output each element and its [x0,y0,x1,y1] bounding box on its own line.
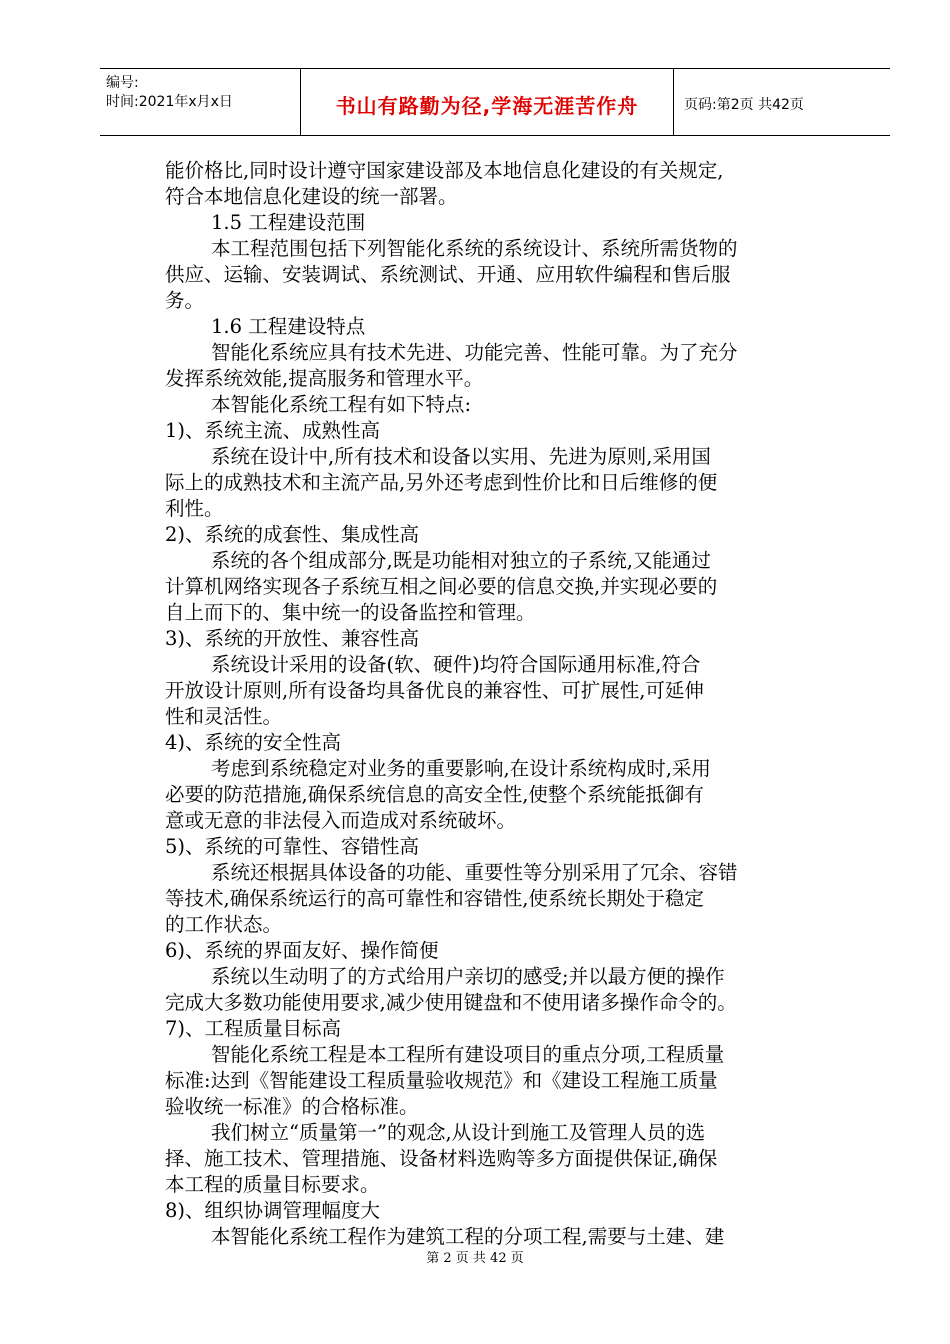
body-line: 完成大多数功能使用要求,减少使用键盘和不使用诸多操作命令的。 [165,991,737,1014]
body-line: 1)、系统主流、成熟性高 [165,419,381,442]
page-header [100,68,890,136]
page-footer: 第 2 页 共 42 页 [426,1251,524,1266]
body-line: 等技术,确保系统运行的高可靠性和容错性,使系统长期处于稳定 [165,887,704,910]
body-line: 系统还根据具体设备的功能、重要性等分别采用了冗余、容错 [211,861,738,884]
body-line: 发挥系统效能,提高服务和管理水平。 [165,367,484,390]
body-line: 2)、系统的成套性、集成性高 [165,523,420,546]
body-line: 符合本地信息化建设的统一部署。 [165,185,458,208]
doc-time-label: 时间:2021年x月x日 [106,94,233,110]
body-line: 考虑到系统稳定对业务的重要影响,在设计系统构成时,采用 [211,757,711,780]
body-line: 必要的防范措施,确保系统信息的高安全性,使整个系统能抵御有 [165,783,704,806]
body-line: 利性。 [165,497,224,520]
body-line: 自上而下的、集中统一的设备监控和管理。 [165,601,536,624]
body-line: 际上的成熟技术和主流产品,另外还考虑到性价比和日后维修的便 [165,471,718,494]
body-line: 系统以生动明了的方式给用户亲切的感受;并以最方便的操作 [211,965,725,988]
body-line: 务。 [165,289,205,312]
body-line: 系统在设计中,所有技术和设备以实用、先进为原则,采用国 [211,445,711,468]
body-line: 我们树立“质量第一”的观念,从设计到施工及管理人员的选 [211,1121,706,1144]
body-line: 标准:达到《智能建设工程质量验收规范》和《建设工程施工质量 [165,1069,718,1092]
body-line: 意或无意的非法侵入而造成对系统破坏。 [165,809,517,832]
body-line: 7)、工程质量目标高 [165,1017,342,1040]
body-line: 5)、系统的可靠性、容错性高 [165,835,420,858]
body-line: 供应、运输、安装调试、系统测试、开通、应用软件编程和售后服 [165,263,731,286]
header-motto-cell [301,69,674,135]
body-line: 本智能化系统工程有如下特点: [211,393,472,416]
body-line: 验收统一标准》的合格标准。 [165,1095,419,1118]
body-line: 系统的各个组成部分,既是功能相对独立的子系统,又能通过 [211,549,711,572]
body-line: 1.5 工程建设范围 [211,211,366,234]
body-line: 择、施工技术、管理措施、设备材料选购等多方面提供保证,确保 [165,1147,718,1170]
body-line: 系统设计采用的设备(软、硬件)均符合国际通用标准,符合 [211,653,701,676]
body-line: 1.6 工程建设特点 [211,315,366,338]
body-line: 的工作状态。 [165,913,283,936]
header-meta [100,69,301,135]
body-line: 能价格比,同时设计遵守国家建设部及本地信息化建设的有关规定, [165,159,724,182]
body-line: 本工程的质量目标要求。 [165,1173,380,1196]
body-line: 本智能化系统工程作为建筑工程的分项工程,需要与土建、建 [211,1225,725,1248]
header-motto: 书山有路勤为径,学海无涯苦作舟 [335,93,639,118]
body-line: 智能化系统应具有技术先进、功能完善、性能可靠。为了充分 [211,341,738,364]
doc-number-label: 编号: [106,75,139,91]
body-line: 6)、系统的界面友好、操作简便 [165,939,439,962]
body-line: 8)、组织协调管理幅度大 [165,1199,381,1222]
body-line: 开放设计原则,所有设备均具备优良的兼容性、可扩展性,可延伸 [165,679,704,702]
body-line: 性和灵活性。 [165,705,283,728]
body-line: 4)、系统的安全性高 [165,731,342,754]
header-page-info: 页码:第2页 共42页 [684,97,804,113]
body-line: 智能化系统工程是本工程所有建设项目的重点分项,工程质量 [211,1043,725,1066]
document-body [165,158,827,1250]
body-line: 本工程范围包括下列智能化系统的系统设计、系统所需货物的 [211,237,738,260]
body-line: 3)、系统的开放性、兼容性高 [165,627,420,650]
body-line: 计算机网络实现各子系统互相之间必要的信息交换,并实现必要的 [165,575,718,598]
